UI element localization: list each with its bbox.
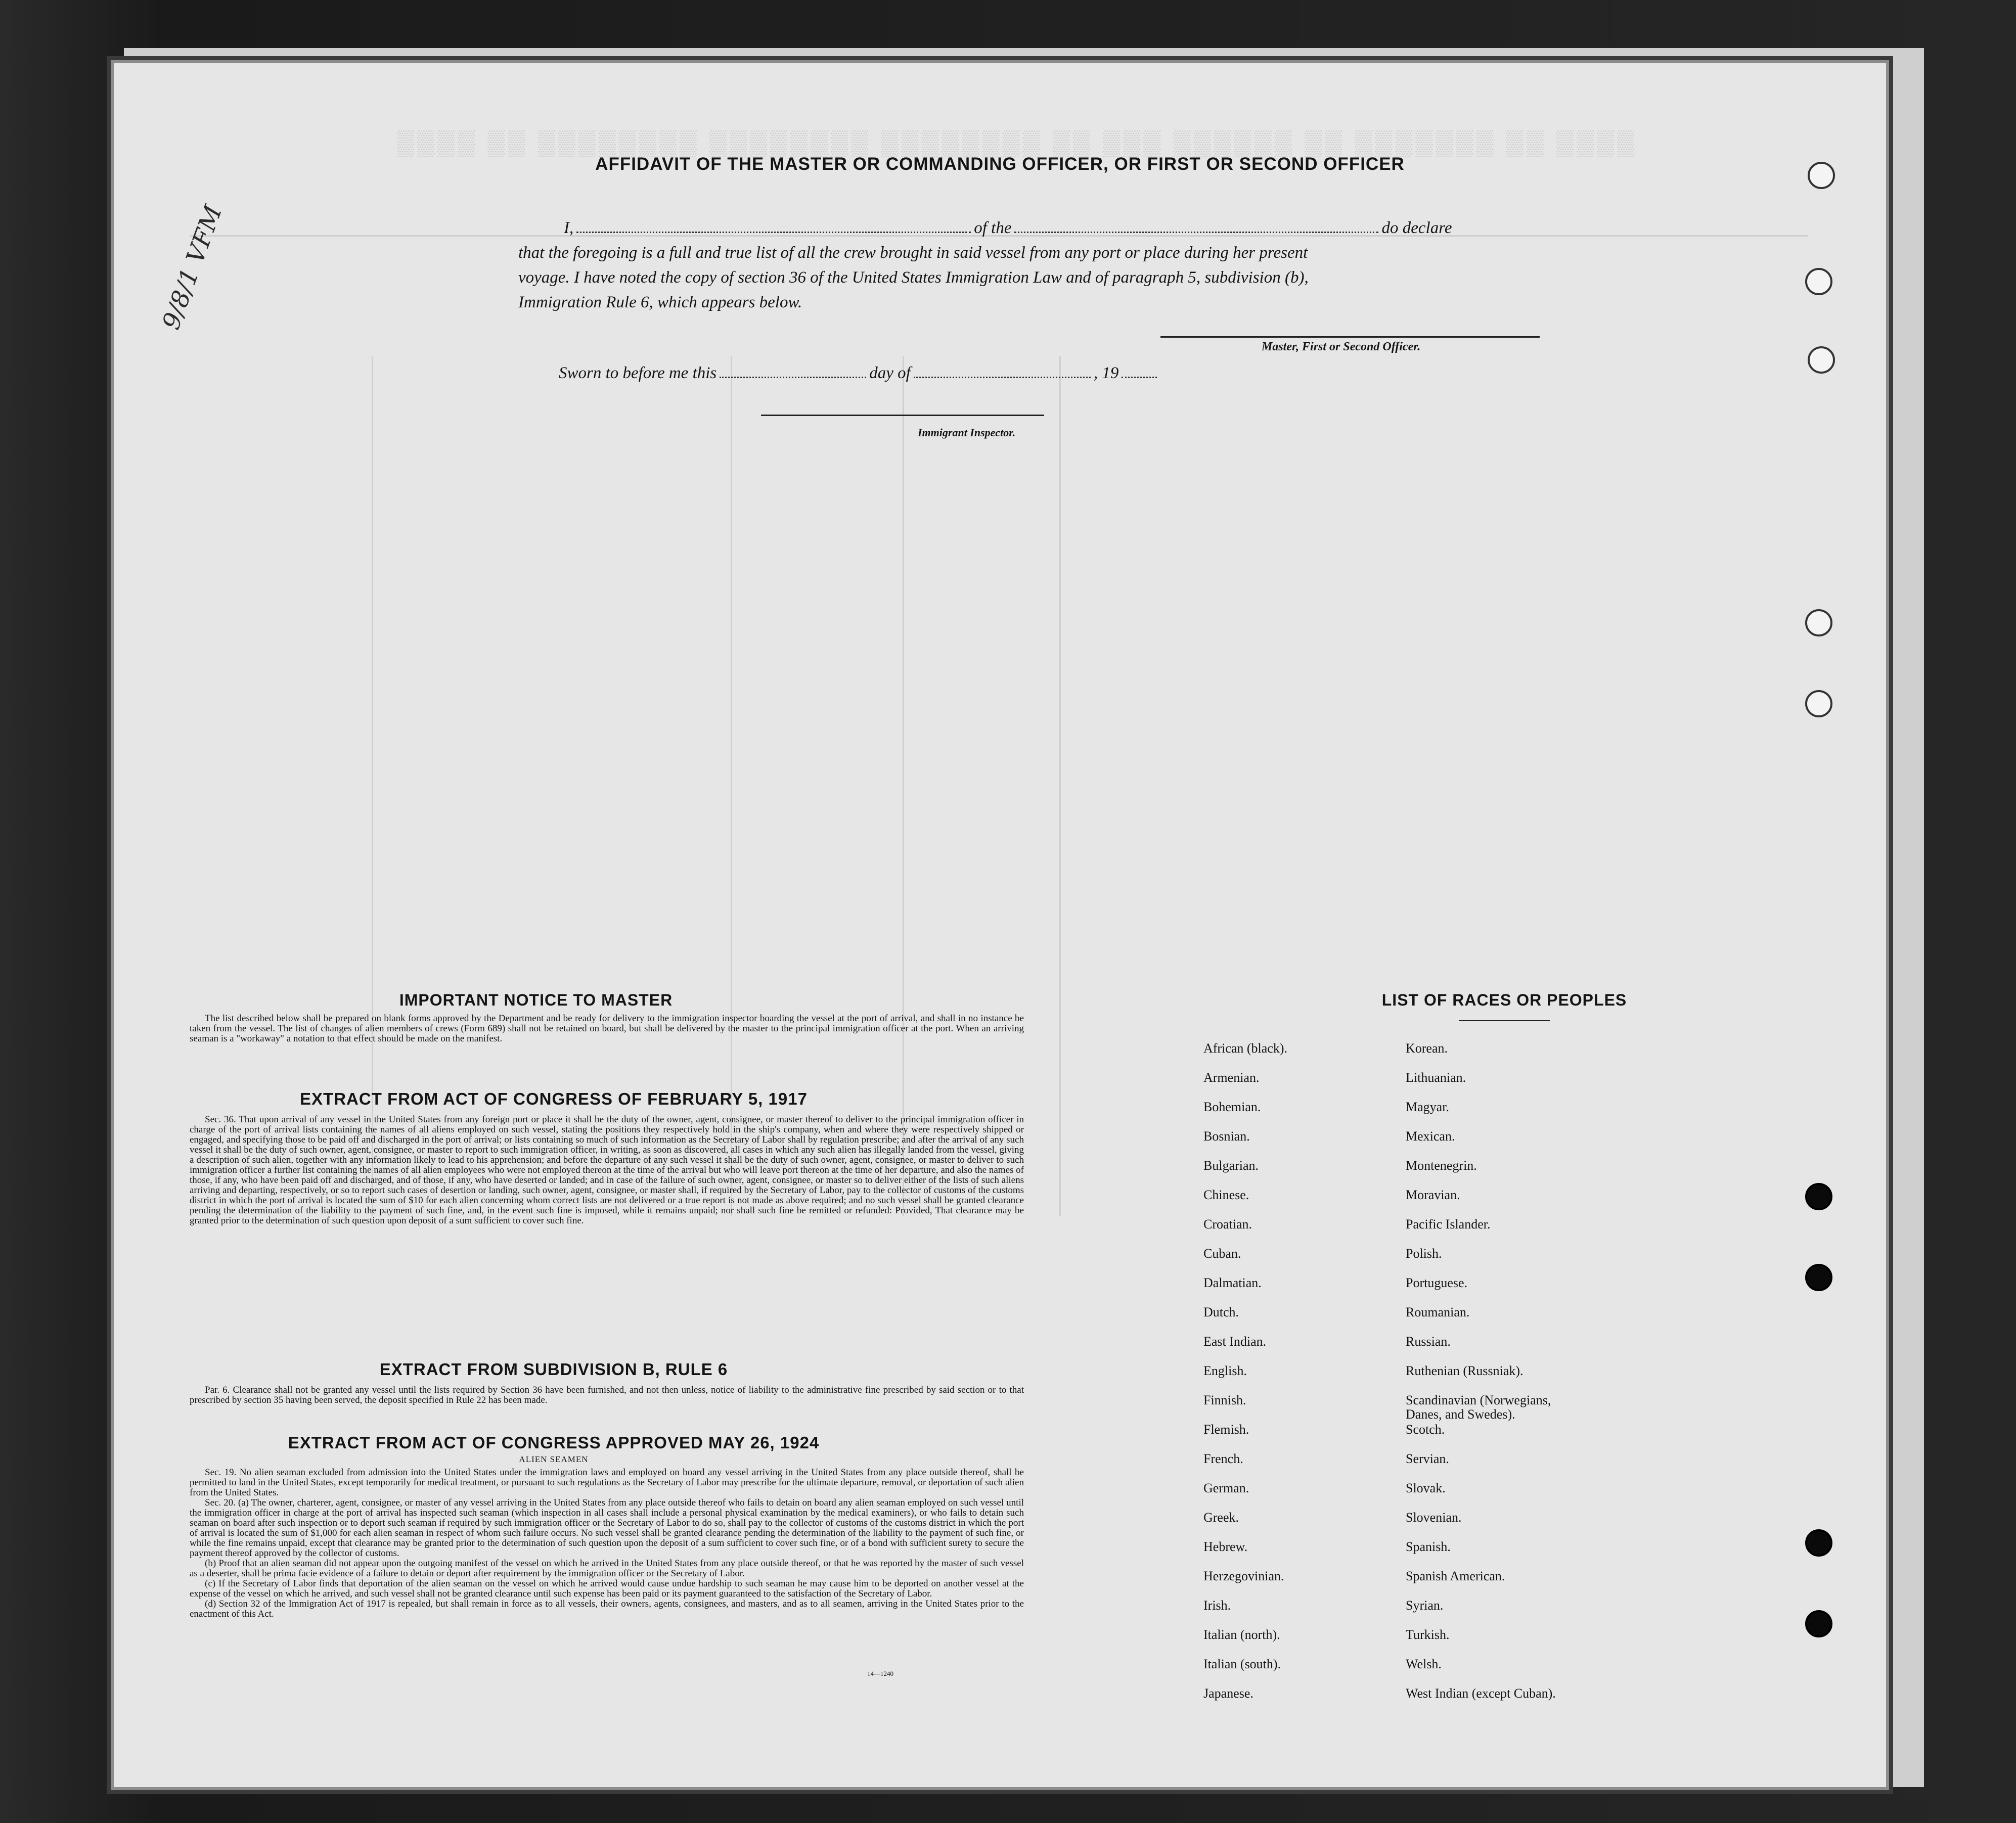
- section-20d-paragraph: (d) Section 32 of the Immigration Act of 1917 is repealed, but shall remain in force as to all vessels, their owners, agents, consignees, and masters, and as to all seamen, arriving in the United States prior to the enactment of this Act.: [190, 1599, 1024, 1619]
- binder-hole: [1805, 609, 1832, 636]
- sworn-part-a: Sworn to before me this: [559, 364, 717, 382]
- manifest-page: [114, 63, 1886, 1787]
- race-item: Moravian.: [1406, 1188, 1460, 1202]
- extract-1924-title: EXTRACT FROM ACT OF CONGRESS APPROVED MAY 26, 1924: [288, 1433, 820, 1452]
- race-item: Finnish.: [1203, 1393, 1246, 1407]
- race-item: Pacific Islander.: [1406, 1217, 1491, 1232]
- form-number: 14—1240: [867, 1670, 893, 1677]
- binder-hole: [1805, 1264, 1832, 1291]
- race-item: West Indian (except Cuban).: [1406, 1686, 1556, 1701]
- race-item: Croatian.: [1203, 1217, 1252, 1232]
- race-item: Roumanian.: [1406, 1305, 1470, 1319]
- race-item: Servian.: [1406, 1451, 1449, 1466]
- race-item: Scandinavian (Norwegians, Danes, and Swedes).: [1406, 1393, 1551, 1422]
- year-blank: [1122, 375, 1157, 378]
- vessel-blank: [1014, 230, 1378, 233]
- race-item: Mexican.: [1406, 1129, 1455, 1144]
- race-item: Greek.: [1203, 1510, 1239, 1525]
- sworn-part-c: , 19: [1093, 364, 1119, 382]
- race-item: Dutch.: [1203, 1305, 1239, 1319]
- extract-1917-body: [190, 1115, 1024, 1226]
- race-item: Magyar.: [1406, 1100, 1449, 1114]
- race-item: Slovenian.: [1406, 1510, 1462, 1525]
- race-item: Italian (south).: [1203, 1657, 1281, 1671]
- affidavit-title: AFFIDAVIT OF THE MASTER OR COMMANDING OFFICER, OR FIRST OR SECOND OFFICER: [595, 154, 1405, 174]
- race-item: Armenian.: [1203, 1070, 1260, 1085]
- alien-seamen-subtitle: ALIEN SEAMEN: [519, 1454, 589, 1464]
- section-20a-paragraph: Sec. 20. (a) The owner, charterer, agent, consignee, or master of any vessel arriving in the United States from any place outside thereof who fails to detain on board any alien seaman employed on such vessel until the immigration officer in charge at the port of arrival has inspected such seaman (which inspection in all cases shall include a personal physical examination by the medical examiners), or who fails to detain such seaman on board after such inspection or to deport such seaman if required by such immigration officer or the Secretary of Labor to do so, shall pay to the collector of customs of the customs district in which the port of arrival is located the sum of $1,000 for each alien seaman in respect of whom such failure occurs. No such vessel shall be granted clearance pending the determination of the liability to the payment of such fine, or while the fine remains unpaid, except that clearance may be granted prior to the determination of such question upon the deposit of a sum sufficient to cover such fine, or of a bond with sufficient surety to secure the payment thereof approved by the collector of customs.: [190, 1497, 1024, 1559]
- binder-hole: [1805, 268, 1832, 295]
- race-item: Scotch.: [1406, 1422, 1445, 1437]
- race-item: Russian.: [1406, 1334, 1451, 1349]
- race-item: Italian (north).: [1203, 1627, 1280, 1642]
- race-item: Polish.: [1406, 1246, 1442, 1261]
- binder-hole: [1805, 1529, 1832, 1557]
- race-item: Spanish American.: [1406, 1569, 1505, 1583]
- race-item: Slovak.: [1406, 1481, 1446, 1495]
- signature-label: Master, First or Second Officer.: [1262, 340, 1421, 353]
- extract-1917-title: EXTRACT FROM ACT OF CONGRESS OF FEBRUARY 5, 1917: [300, 1089, 808, 1108]
- binder-hole: [1805, 690, 1832, 717]
- race-item: German.: [1203, 1481, 1249, 1495]
- name-blank: [576, 230, 971, 233]
- section-36-paragraph: Sec. 36. That upon arrival of any vessel in the United States from any foreign port or place it shall be the duty of the owner, agent, consignee, or master thereof to deliver to the principal immigration officer in charge of the port of arrival lists containing the names of all aliens employed on such vessel, stating the positions they respectively hold in the ship's company, when and where they were respectively shipped or engaged, and specifying those to be paid off and discharged in the port of arrival; or lists containing so much of such information as the Secretary of Labor shall by regulation prescribe; and after the arrival of any such vessel it shall be the duty of such owner, agent, consignee, or master to report to such immigration officer, in writing, as soon as discovered, all cases in which any such alien has illegally landed from the vessel, giving a description of such alien, together with any information likely to lead to his apprehension; and before the departure of any such vessel it shall be the duty of such owner, agent, consignee, or master to deliver to such immigration officer a further list containing the names of all alien employees who were not employed thereon at the time of the arrival but who will leave port thereon at the time of her departure, and also the names of those, if any, who have been paid off and discharged, and of those, if any, who have deserted or landed; and in case of the failure of such owner, agent, consignee, or master so to deliver either of the lists of such aliens arriving and departing, respectively, or so to report such cases of desertion or landing, such owner, agent, consignee, or master shall, if required by the Secretary of Labor, pay to the collector of customs of the customs district in which the port of arrival is located the sum of $10 for each alien concerning whom correct lists are not delivered or a true report is not made as above required; and no such vessel shall be granted clearance pending the determination of the liability to the payment of such fine, and, in the event such fine is imposed, while it remains unpaid; nor shall such fine be remitted or refunded: Provided, That clearance may be granted prior to the determination of such question upon deposit of a sum sufficient to cover such fine.: [190, 1114, 1024, 1226]
- affidavit-line1-part-c: do declare: [1381, 219, 1452, 237]
- sworn-line: [559, 364, 1160, 383]
- day-blank: [720, 375, 866, 378]
- bleed-through-column-2: [731, 356, 732, 1216]
- affidavit-line-1: [564, 219, 1452, 238]
- race-item: Cuban.: [1203, 1246, 1241, 1261]
- race-item: Bohemian.: [1203, 1100, 1261, 1114]
- binder-hole: [1805, 1610, 1832, 1637]
- month-blank: [914, 375, 1091, 378]
- rule-6-title: EXTRACT FROM SUBDIVISION B, RULE 6: [379, 1360, 728, 1379]
- handwritten-note: 9/8/1 VFM: [157, 202, 228, 334]
- section-20b-paragraph: (b) Proof that an alien seaman did not appear upon the outgoing manifest of the vessel on which he arrived in the United States from any place outside thereof, or that he was reported by the master of such vessel as a deserter, shall be prima facie evidence of a failure to detain or deport after requirement by the immigration officer or the Secretary of Labor.: [190, 1558, 1024, 1579]
- binder-hole: [1808, 346, 1835, 374]
- signature-line: [1160, 336, 1540, 338]
- race-item: Korean.: [1406, 1041, 1448, 1056]
- race-item: Ruthenian (Russniak).: [1406, 1363, 1524, 1378]
- race-item: English.: [1203, 1363, 1247, 1378]
- inspector-signature-line: [761, 415, 1044, 416]
- race-item: Herzegovinian.: [1203, 1569, 1284, 1583]
- binder-hole: [1805, 1183, 1832, 1210]
- sworn-part-b: day of: [869, 364, 911, 382]
- bleed-through-column-1: [372, 356, 373, 1216]
- affidavit-line-2: that the foregoing is a full and true list of all the crew brought in said vessel from any port or place during her present: [518, 244, 1308, 262]
- race-item: Chinese.: [1203, 1188, 1249, 1202]
- race-item: Syrian.: [1406, 1598, 1444, 1613]
- notice-body: [190, 1014, 1024, 1044]
- race-item: Japanese.: [1203, 1686, 1253, 1701]
- race-item: Welsh.: [1406, 1657, 1442, 1671]
- inspector-label: Immigrant Inspector.: [918, 426, 1016, 439]
- bleed-through-column-3: [903, 356, 904, 1216]
- race-item: French.: [1203, 1451, 1243, 1466]
- binder-hole: [1808, 162, 1835, 189]
- race-item: Spanish.: [1406, 1539, 1451, 1554]
- race-item: Flemish.: [1203, 1422, 1249, 1437]
- race-item: African (black).: [1203, 1041, 1288, 1056]
- race-item: Irish.: [1203, 1598, 1231, 1613]
- race-item: Bulgarian.: [1203, 1158, 1259, 1173]
- race-item: Lithuanian.: [1406, 1070, 1466, 1085]
- race-item: Montenegrin.: [1406, 1158, 1477, 1173]
- race-item: Hebrew.: [1203, 1539, 1248, 1554]
- race-item: Bosnian.: [1203, 1129, 1250, 1144]
- rule-6-body: [190, 1385, 1024, 1405]
- races-title-underline: [1459, 1020, 1550, 1021]
- affidavit-line-4: Immigration Rule 6, which appears below.: [518, 293, 802, 311]
- races-title: LIST OF RACES OR PEOPLES: [1381, 991, 1627, 1009]
- race-item: East Indian.: [1203, 1334, 1267, 1349]
- affidavit-line1-part-b: of the: [974, 219, 1012, 237]
- race-item: Dalmatian.: [1203, 1275, 1262, 1290]
- paragraph-6: Par. 6. Clearance shall not be granted any vessel until the lists required by Section 36 have been furnished, and not then unless, notice of liability to the administrative fine prescribed by said section or to that prescribed by section 35 having been served, the deposit specified in Rule 22 has been made.: [190, 1385, 1024, 1405]
- extract-1924-body: [190, 1468, 1024, 1619]
- bleed-through-title: ▒▒▒▒ ▒▒ ▒▒▒▒▒▒▒▒ ▒▒▒▒▒▒▒▒ ▒▒▒▒▒▒▒▒ ▒▒ ▒▒▒ ▒▒▒▒▒▒ ▒▒ ▒▒▒▒▒▒▒ ▒▒ ▒▒▒▒: [397, 129, 1638, 156]
- notice-paragraph: The list described below shall be prepared on blank forms approved by the Department and be ready for delivery to the immigration inspector boarding the vessel at the port of arrival, and shall in no instance be taken from the vessel. The list of changes of alien members of crews (Form 689) shall not be retained on board, but shall be delivered by the master to the principal immigration officer at the port. When an arriving seaman is a "workaway" a notation to that effect should be made on the manifest.: [190, 1013, 1024, 1044]
- section-19-paragraph: Sec. 19. No alien seaman excluded from admission into the United States under the immigration laws and employed on board any vessel arriving in the United States from any place outside thereof, shall be permitted to land in the United States, except temporarily for medical treatment, or pursuant to such regulations as the Secretary of Labor may prescribe for the ultimate departure, removal, or deportation of such alien from the United States.: [190, 1467, 1024, 1498]
- race-item: Portuguese.: [1406, 1275, 1468, 1290]
- notice-title: IMPORTANT NOTICE TO MASTER: [399, 991, 673, 1009]
- race-item: Turkish.: [1406, 1627, 1450, 1642]
- affidavit-line1-part-a: I,: [564, 219, 574, 237]
- bleed-through-column-4: [1059, 356, 1061, 1216]
- affidavit-line-3: voyage. I have noted the copy of section 36 of the United States Immigration Law and of paragraph 5, subdivision (b),: [518, 268, 1309, 287]
- section-20c-paragraph: (c) If the Secretary of Labor finds that deportation of the alien seaman on the vessel on which he arrived would cause undue hardship to such seaman he may cause him to be deported on another vessel at the expense of the vessel on which he arrived, and such vessel shall not be granted clearance until such expense has been paid or its payment guaranteed to the satisfaction of the Secretary of Labor.: [190, 1578, 1024, 1599]
